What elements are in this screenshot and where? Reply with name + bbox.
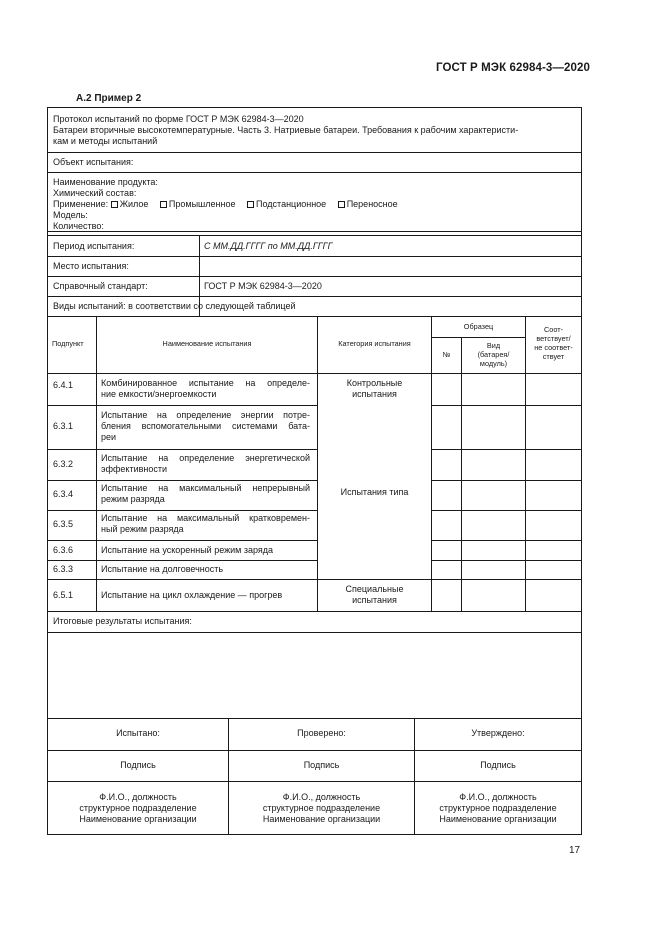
row-clause: 6.5.1 xyxy=(53,590,74,600)
checkbox-icon[interactable] xyxy=(247,201,254,208)
checked-department: структурное подразделение xyxy=(262,803,381,813)
approved-department: структурное подразделение xyxy=(439,803,557,813)
header-compliance-2: ветствует/ xyxy=(536,334,571,343)
tested-organization: Наименование организации xyxy=(79,814,197,824)
place-label: Место испытания: xyxy=(53,261,129,271)
header-test-name: Наименование испытания xyxy=(162,339,252,348)
header-compliance-4: ствует xyxy=(542,352,565,361)
period-value: С ММ.ДД.ГГГГ по ММ.ДД.ГГГГ xyxy=(204,241,333,251)
tests-intro: Виды испытаний: в соответствии со следующей таблицей xyxy=(53,301,296,311)
row-test-name-line: Испытание на максимальный непрерывный xyxy=(101,483,310,493)
chemistry-label: Химический состав: xyxy=(53,188,137,198)
category-control-line2: испытания xyxy=(352,389,397,399)
option-portable[interactable]: Переносное xyxy=(338,199,398,209)
header-compliance-1: Соот- xyxy=(544,325,563,334)
header-sample-type-3: модуль) xyxy=(479,359,508,368)
row-test-name-line: режим разряда xyxy=(101,494,165,504)
protocol-title: Протокол испытаний по форме ГОСТ Р МЭК 62984-3—2020 xyxy=(53,114,304,124)
row-clause: 6.3.2 xyxy=(53,459,74,469)
row-test-name-line: Испытание на определение энергии потре- xyxy=(101,410,310,420)
row-test-name-line: Испытание на ускоренный режим заряда xyxy=(101,545,274,555)
checkbox-icon[interactable] xyxy=(338,201,345,208)
category-special-line1: Специальные xyxy=(345,584,404,594)
header-sample-type-2: (батарея/ xyxy=(477,350,510,359)
header-sample-type-1: Вид xyxy=(486,341,501,350)
row-clause: 6.3.4 xyxy=(53,489,74,499)
row-test-name-line: бления вспомогательными системами бата- xyxy=(101,421,310,431)
header-sample: Образец xyxy=(463,322,494,331)
approved-name-position: Ф.И.О., должность xyxy=(459,792,537,802)
approved-label: Утверждено: xyxy=(471,728,525,738)
test-object-label: Объект испытания: xyxy=(53,157,134,167)
checked-organization: Наименование организации xyxy=(262,814,381,824)
row-clause: 6.3.3 xyxy=(53,564,74,574)
tested-department: структурное подразделение xyxy=(79,803,197,813)
standard-value: ГОСТ Р МЭК 62984-3—2020 xyxy=(204,281,322,291)
checked-label: Проверено: xyxy=(297,728,346,738)
protocol-subtitle-line2: кам и методы испытаний xyxy=(53,136,158,146)
checkbox-icon[interactable] xyxy=(111,201,118,208)
product-name-label: Наименование продукта: xyxy=(53,177,158,187)
application-row xyxy=(53,199,407,210)
row-clause: 6.3.5 xyxy=(53,519,74,529)
row-test-name-line: ный режим разряда xyxy=(101,524,184,534)
option-residential[interactable]: Жилое xyxy=(111,199,149,209)
signature-approved: Подпись xyxy=(480,760,516,770)
row-clause: 6.3.6 xyxy=(53,545,74,555)
tested-label: Испытано: xyxy=(116,728,160,738)
option-industrial[interactable]: Промышленное xyxy=(160,199,236,209)
header-subclause: Подпункт xyxy=(52,339,84,348)
quantity-label: Количество: xyxy=(53,221,104,231)
row-test-name-line: ние емкости/энергоемкости xyxy=(101,389,217,399)
row-test-name-line: Испытание на цикл охлаждение — прогрев xyxy=(101,590,283,600)
category-type: Испытания типа xyxy=(340,487,409,497)
checked-name-position: Ф.И.О., должность xyxy=(282,792,361,802)
row-test-name-line: эффективности xyxy=(101,464,168,474)
approved-organization: Наименование организации xyxy=(439,814,557,824)
category-special-line2: испытания xyxy=(352,595,397,605)
test-protocol-form xyxy=(47,107,582,835)
page-number: 17 xyxy=(569,845,581,856)
header-compliance-3: не соответ- xyxy=(534,343,573,352)
header-category: Категория испытания xyxy=(338,339,411,348)
row-test-name-line: Испытание на определение энергетической xyxy=(101,453,310,463)
row-clause: 6.3.1 xyxy=(53,421,74,431)
period-label: Период испытания: xyxy=(53,241,135,251)
row-test-name-line: реи xyxy=(101,432,117,442)
signature-tested: Подпись xyxy=(120,760,156,770)
results-label: Итоговые результаты испытания: xyxy=(53,616,192,626)
header-sample-no: № xyxy=(442,350,451,359)
category-control-line1: Контрольные xyxy=(346,378,403,388)
tested-name-position: Ф.И.О., должность xyxy=(99,792,177,802)
row-clause: 6.4.1 xyxy=(53,380,74,390)
signature-checked: Подпись xyxy=(303,760,340,770)
standard-label: Справочный стандарт: xyxy=(53,281,148,291)
protocol-subtitle-line1: Батареи вторичные высокотемпературные. Часть 3. Натриевые батареи. Требования к рабочим характеристи- xyxy=(53,125,519,135)
checkbox-icon[interactable] xyxy=(160,201,167,208)
model-label: Модель: xyxy=(53,210,88,220)
application-label: Применение: xyxy=(53,199,109,209)
row-test-name-line: Комбинированное испытание на определе- xyxy=(101,378,310,388)
document-code: ГОСТ Р МЭК 62984-3—2020 xyxy=(436,62,590,74)
section-title: А.2 Пример 2 xyxy=(76,93,142,104)
row-test-name-line: Испытание на максимальный кратковремен- xyxy=(101,513,310,523)
option-substation[interactable]: Подстанционное xyxy=(247,199,326,209)
row-test-name-line: Испытание на долговечность xyxy=(101,564,224,574)
